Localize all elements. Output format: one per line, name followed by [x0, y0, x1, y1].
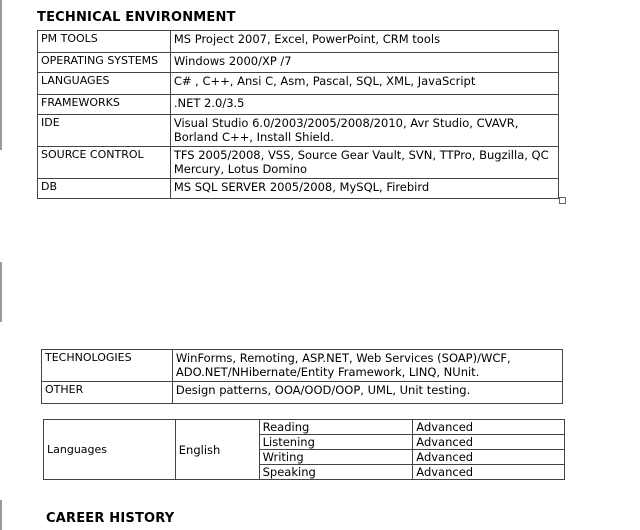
language-name: English	[175, 420, 259, 480]
skill-level: Advanced	[413, 420, 565, 435]
table-row	[38, 31, 559, 53]
page-edge-line	[0, 500, 2, 530]
row-value: C# , C++, Ansi C, Asm, Pascal, SQL, XML, JavaScript	[170, 73, 558, 95]
table-row	[42, 382, 563, 404]
skill-name: Reading	[259, 420, 413, 435]
row-value: TFS 2005/2008, VSS, Source Gear Vault, SVN, TTPro, Bugzilla, QC Mercury, Lotus Domino	[170, 147, 558, 179]
table-row	[38, 95, 559, 115]
row-label: DB	[38, 179, 171, 199]
skill-level: Advanced	[413, 435, 565, 450]
row-value: .NET 2.0/3.5	[170, 95, 558, 115]
table-row	[38, 73, 559, 95]
technologies-table	[41, 349, 563, 404]
technical-environment-table	[37, 30, 559, 199]
row-label: OPERATING SYSTEMS	[38, 53, 171, 73]
row-value: Design patterns, OOA/OOD/OOP, UML, Unit testing.	[172, 382, 562, 404]
languages-label: Languages	[44, 420, 176, 480]
row-value: Visual Studio 6.0/2003/2005/2008/2010, Avr Studio, CVAVR, Borland C++, Install Shield.	[170, 115, 558, 147]
row-value: MS SQL SERVER 2005/2008, MySQL, Firebird	[170, 179, 558, 199]
skill-name: Speaking	[259, 465, 413, 480]
row-label: FRAMEWORKS	[38, 95, 171, 115]
row-label: SOURCE CONTROL	[38, 147, 171, 179]
career-history-heading: CAREER HISTORY	[46, 511, 175, 526]
table-row	[38, 179, 559, 199]
table-row	[44, 420, 565, 435]
skill-name: Writing	[259, 450, 413, 465]
row-value: MS Project 2007, Excel, PowerPoint, CRM tools	[170, 31, 558, 53]
table-resize-handle[interactable]	[559, 197, 566, 204]
row-label: IDE	[38, 115, 171, 147]
row-value: Windows 2000/XP /7	[170, 53, 558, 73]
skill-level: Advanced	[413, 465, 565, 480]
page-edge-line	[0, 262, 2, 322]
table-row	[38, 115, 559, 147]
skill-name: Listening	[259, 435, 413, 450]
table-row	[42, 350, 563, 382]
skill-level: Advanced	[413, 450, 565, 465]
row-label: PM TOOLS	[38, 31, 171, 53]
row-label: OTHER	[42, 382, 173, 404]
technical-environment-heading: TECHNICAL ENVIRONMENT	[37, 10, 236, 25]
page-edge-line	[0, 0, 2, 150]
row-label: LANGUAGES	[38, 73, 171, 95]
row-value: WinForms, Remoting, ASP.NET, Web Services (SOAP)/WCF, ADO.NET/NHibernate/Entity Framework, LINQ, NUnit.	[172, 350, 562, 382]
languages-table	[43, 419, 565, 480]
table-row	[38, 147, 559, 179]
table-row	[38, 53, 559, 73]
row-label: TECHNOLOGIES	[42, 350, 173, 382]
